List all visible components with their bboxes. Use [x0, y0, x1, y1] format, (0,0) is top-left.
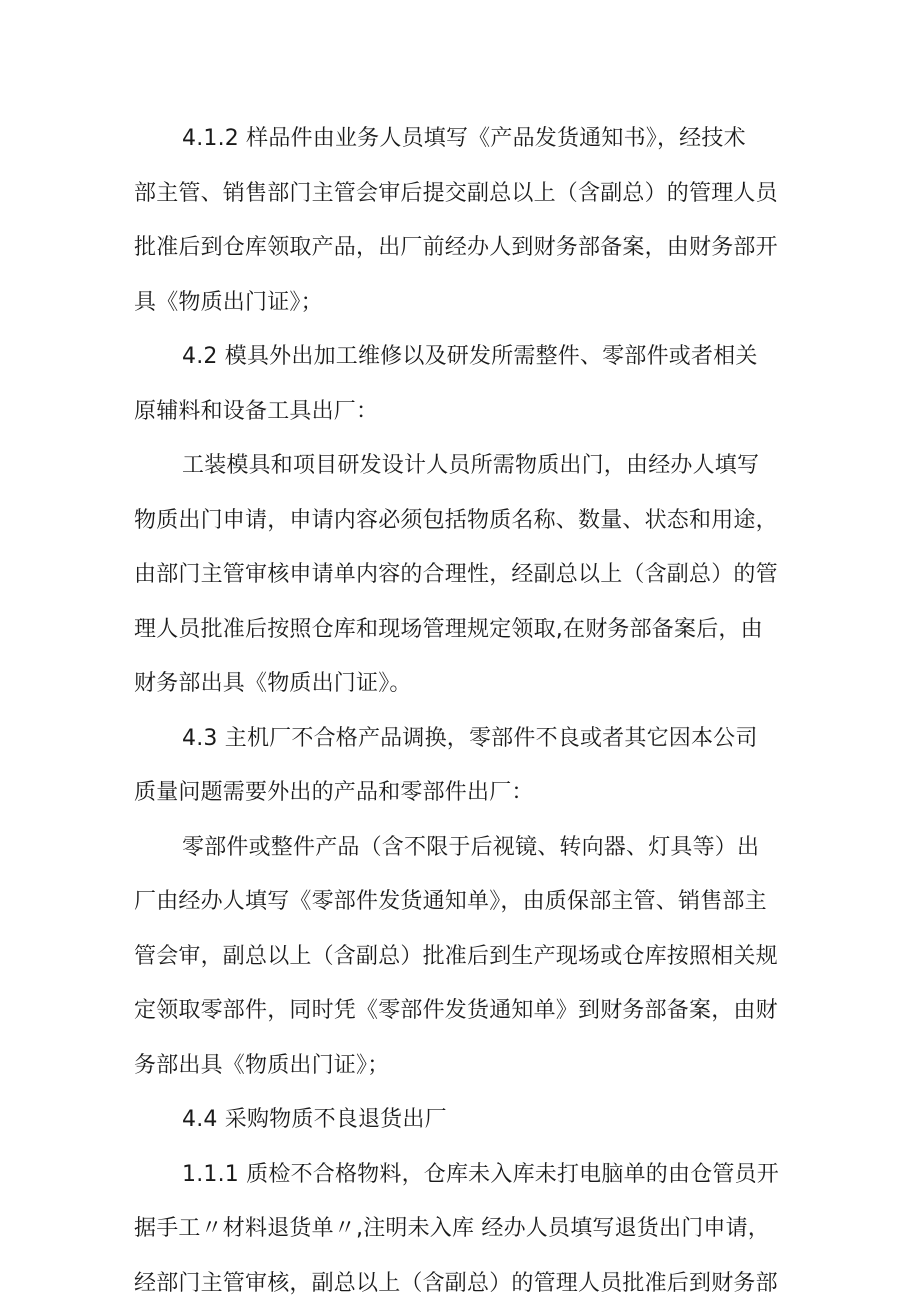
- paragraph: [134, 1093, 798, 1148]
- paragraph-line: 财务部出具《物质出门证》。: [134, 657, 798, 712]
- paragraph-line: 理人员批准后按照仓库和现场管理规定领取,在财务部备案后，由: [134, 603, 798, 658]
- paragraph-line: 1.1.1 质检不合格物料，仓库未入库未打电脑单的由仓管员开: [134, 1148, 798, 1203]
- paragraph-line: 4.2 模具外出加工维修以及研发所需整件、零部件或者相关: [134, 330, 798, 385]
- paragraph-line: 4.4 采购物质不良退货出厂: [134, 1093, 798, 1148]
- paragraph-line: 零部件或整件产品（含不限于后视镜、转向器、灯具等）出: [134, 821, 798, 876]
- paragraph: [134, 821, 798, 1094]
- paragraph-line: 由部门主管审核申请单内容的合理性，经副总以上（含副总）的管: [134, 548, 798, 603]
- paragraph-line: 据手工〃材料退货单〃,注明未入库 经办人员填写退货出门申请，: [134, 1202, 798, 1257]
- paragraph-line: 部主管、销售部门主管会审后提交副总以上（含副总）的管理人员: [134, 167, 798, 222]
- paragraph-line: 工装模具和项目研发设计人员所需物质出门，由经办人填写: [134, 439, 798, 494]
- paragraph-line: 4.1.2 样品件由业务人员填写《产品发货通知书》，经技术: [134, 112, 798, 167]
- paragraph: [134, 330, 798, 439]
- paragraph-line: 务部出具《物质出门证》；: [134, 1039, 798, 1094]
- paragraph-line: 4.3 主机厂不合格产品调换，零部件不良或者其它因本公司: [134, 712, 798, 767]
- document-body: [134, 112, 798, 1311]
- paragraph: [134, 439, 798, 712]
- paragraph: [134, 112, 798, 330]
- paragraph-line: 定领取零部件，同时凭《零部件发货通知单》到财务部备案，由财: [134, 984, 798, 1039]
- paragraph-line: 质量问题需要外出的产品和零部件出厂：: [134, 766, 798, 821]
- paragraph-line: 原辅料和设备工具出厂：: [134, 385, 798, 440]
- paragraph-line: 具《物质出门证》；: [134, 276, 798, 331]
- paragraph: [134, 1148, 798, 1311]
- paragraph-line: 厂由经办人填写《零部件发货通知单》，由质保部主管、销售部主: [134, 875, 798, 930]
- paragraph-line: 经部门主管审核，副总以上（含副总）的管理人员批准后到财务部: [134, 1257, 798, 1311]
- paragraph-line: 物质出门申请，申请内容必须包括物质名称、数量、状态和用途，: [134, 494, 798, 549]
- paragraph-line: 管会审，副总以上（含副总）批准后到生产现场或仓库按照相关规: [134, 930, 798, 985]
- paragraph: [134, 712, 798, 821]
- paragraph-line: 批准后到仓库领取产品，出厂前经办人到财务部备案，由财务部开: [134, 221, 798, 276]
